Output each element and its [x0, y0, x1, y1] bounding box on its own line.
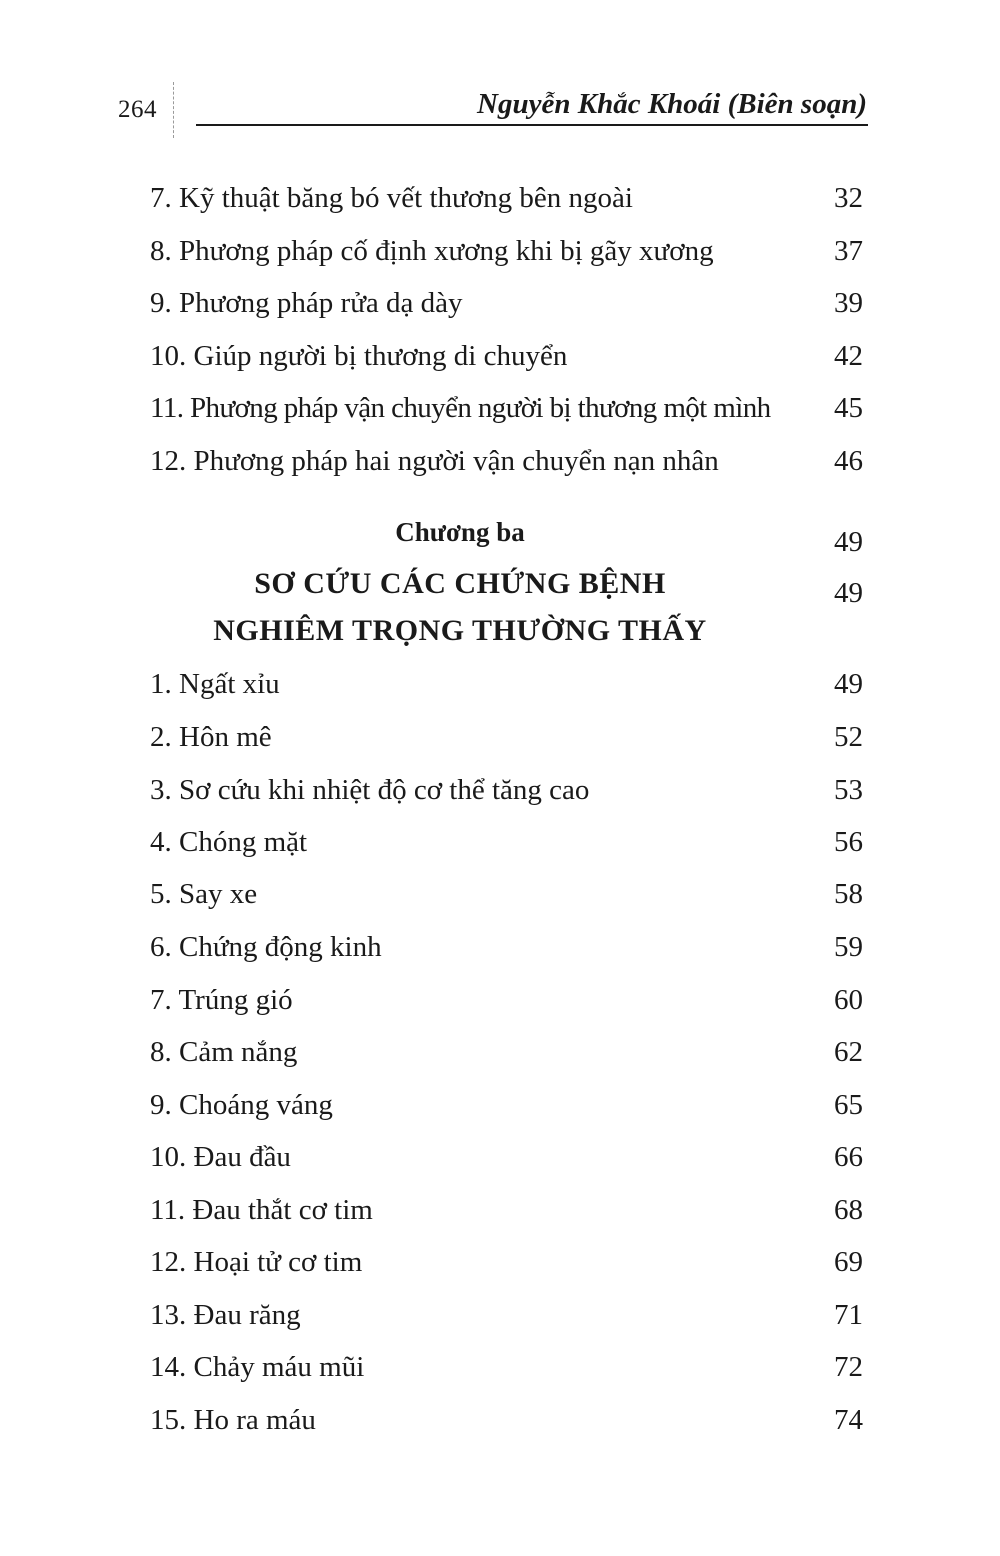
toc-entry-page: 37 — [834, 235, 863, 267]
toc-entry — [150, 1347, 863, 1387]
toc-entry-page: 49 — [834, 668, 863, 700]
toc-entry-title: 10. Giúp người bị thương di chuyển — [150, 340, 568, 372]
toc-entry-page: 32 — [834, 182, 863, 214]
toc-entry-title: 7. Kỹ thuật băng bó vết thương bên ngoài — [150, 182, 633, 214]
toc-entry — [150, 717, 863, 757]
toc-entry-title: 6. Chứng động kinh — [150, 931, 382, 963]
toc-entry-page: 46 — [834, 445, 863, 477]
toc-entry — [150, 1295, 863, 1335]
chapter-label-page: 49 — [834, 526, 863, 558]
toc-entry-title: 11. Phương pháp vận chuyển người bị thương một mình — [150, 392, 771, 424]
toc-entry-title: 5. Say xe — [150, 878, 258, 910]
toc-entry-title: 10. Đau đầu — [150, 1141, 291, 1173]
toc-entry — [150, 1242, 863, 1282]
toc-entry-page: 52 — [834, 721, 863, 753]
toc-entry-title: 2. Hôn mê — [150, 721, 272, 753]
toc-entry-page: 65 — [834, 1089, 863, 1121]
toc-entry-page: 62 — [834, 1036, 863, 1068]
toc-entry-title: 8. Phương pháp cố định xương khi bị gãy xương — [150, 235, 714, 267]
toc-entry-page: 59 — [834, 931, 863, 963]
header-author: Nguyễn Khắc Khoái (Biên soạn) — [477, 88, 867, 120]
toc-entry — [150, 770, 863, 810]
toc-entry-page: 72 — [834, 1351, 863, 1383]
toc-entry-title: 12. Phương pháp hai người vận chuyển nạn nhân — [150, 445, 719, 477]
toc-entry — [150, 388, 863, 428]
toc-entry — [150, 1137, 863, 1177]
toc-entry — [150, 874, 863, 914]
toc-entry-page: 39 — [834, 287, 863, 319]
header-separator — [173, 82, 177, 138]
chapter-title-line2: NGHIÊM TRỌNG THƯỜNG THẤY — [213, 614, 707, 647]
header-rule — [196, 124, 868, 126]
toc-entry — [150, 336, 863, 376]
toc-entry-title: 9. Choáng váng — [150, 1089, 333, 1121]
toc-entry-title: 4. Chóng mặt — [150, 826, 308, 858]
toc-entry-page: 66 — [834, 1141, 863, 1173]
toc-entry — [150, 231, 863, 271]
toc-entry-title: 9. Phương pháp rửa dạ dày — [150, 287, 463, 319]
toc-entry — [150, 1085, 863, 1125]
toc-entry-title: 12. Hoại tử cơ tim — [150, 1246, 363, 1278]
toc-entry — [150, 664, 863, 704]
toc-entry-title: 11. Đau thắt cơ tim — [150, 1194, 373, 1226]
toc-entry-page: 45 — [834, 392, 863, 424]
page-number: 264 — [118, 96, 157, 123]
toc-entry-title: 7. Trúng gió — [150, 984, 293, 1016]
toc-entry-title: 14. Chảy máu mũi — [150, 1351, 365, 1383]
toc-entry-title: 1. Ngất xỉu — [150, 668, 280, 700]
toc-entry — [150, 283, 863, 323]
toc-entry-page: 56 — [834, 826, 863, 858]
toc-entry-page: 74 — [834, 1404, 863, 1436]
toc-entry-page: 71 — [834, 1299, 863, 1331]
toc-entry-page: 42 — [834, 340, 863, 372]
toc-entry-title: 8. Cảm nắng — [150, 1036, 298, 1068]
toc-entry — [150, 178, 863, 218]
toc-entry-title: 15. Ho ra máu — [150, 1404, 316, 1436]
toc-entry-title: 3. Sơ cứu khi nhiệt độ cơ thể tăng cao — [150, 774, 590, 806]
chapter-title-line1: SƠ CỨU CÁC CHỨNG BỆNH — [254, 567, 666, 600]
toc-entry — [150, 1400, 863, 1440]
toc-entry — [150, 822, 863, 862]
toc-entry — [150, 1190, 863, 1230]
toc-entry-page: 58 — [834, 878, 863, 910]
toc-entry-title: 13. Đau răng — [150, 1299, 301, 1331]
toc-entry-page: 69 — [834, 1246, 863, 1278]
toc-entry — [150, 980, 863, 1020]
toc-entry — [150, 441, 863, 481]
chapter-label: Chương ba — [395, 517, 525, 547]
toc-entry-page: 53 — [834, 774, 863, 806]
chapter-title-page: 49 — [834, 577, 863, 609]
toc-entry — [150, 1032, 863, 1072]
toc-entry-page: 68 — [834, 1194, 863, 1226]
toc-entry-page: 60 — [834, 984, 863, 1016]
toc-entry — [150, 927, 863, 967]
